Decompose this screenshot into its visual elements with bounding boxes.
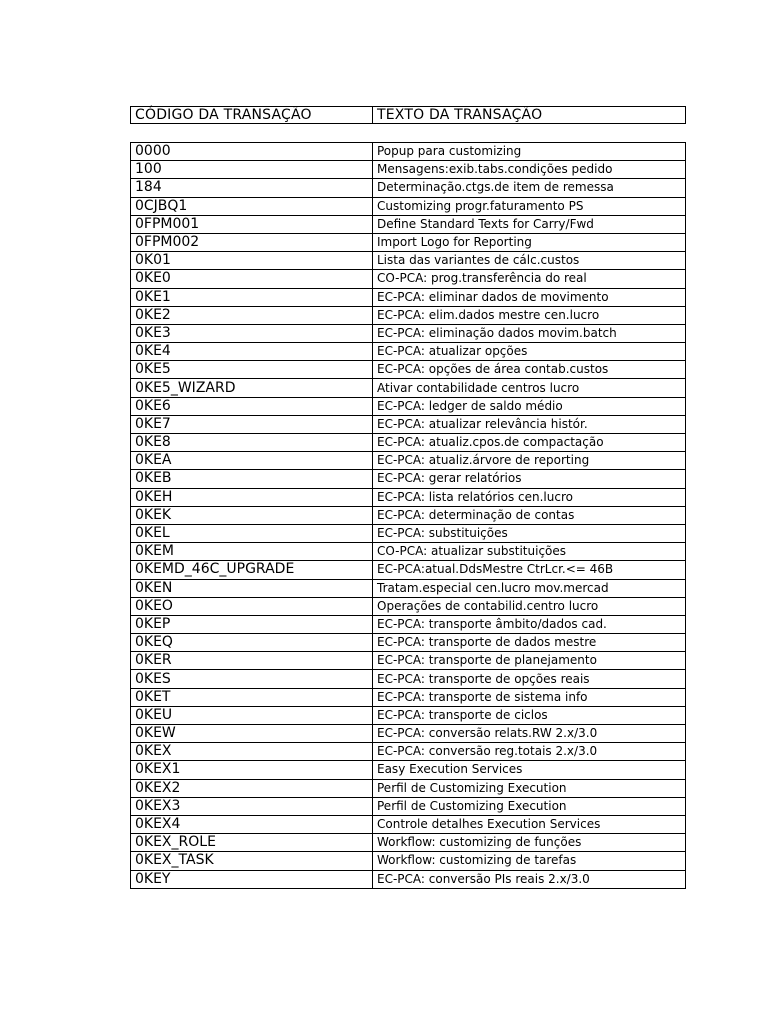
table-row (131, 379, 686, 397)
transaction-code: 0KEX_TASK (131, 852, 373, 870)
transaction-code: 0KEX2 (131, 779, 373, 797)
transaction-text: Workflow: customizing de funções (373, 834, 686, 852)
transaction-code: 0KE5_WIZARD (131, 379, 373, 397)
transaction-text: Lista das variantes de cálc.custos (373, 252, 686, 270)
transaction-text: EC-PCA: atualizar opções (373, 343, 686, 361)
table-row (131, 161, 686, 179)
transaction-text: EC-PCA: elim.dados mestre cen.lucro (373, 306, 686, 324)
transaction-code: 0KET (131, 688, 373, 706)
table-row (131, 288, 686, 306)
table-row (131, 197, 686, 215)
table-row (131, 561, 686, 579)
transaction-code: 0KEB (131, 470, 373, 488)
table-row (131, 179, 686, 197)
transaction-text: EC-PCA: eliminar dados de movimento (373, 288, 686, 306)
transaction-code: 0000 (131, 143, 373, 161)
transaction-code: 0KES (131, 670, 373, 688)
transaction-code: 0CJBQ1 (131, 197, 373, 215)
transaction-code: 0KE1 (131, 288, 373, 306)
transaction-code: 100 (131, 161, 373, 179)
table-row (131, 834, 686, 852)
transaction-text: EC-PCA: atualiz.cpos.de compactação (373, 434, 686, 452)
transaction-text: EC-PCA: atualizar relevância histór. (373, 415, 686, 433)
table-row (131, 870, 686, 888)
transaction-text: CO-PCA: atualizar substituições (373, 543, 686, 561)
transaction-text: EC-PCA: eliminação dados movim.batch (373, 324, 686, 342)
transaction-code: 0KEN (131, 579, 373, 597)
transaction-text: EC-PCA: determinação de contas (373, 506, 686, 524)
transaction-text: Import Logo for Reporting (373, 233, 686, 251)
transaction-text: EC-PCA: transporte de opções reais (373, 670, 686, 688)
transaction-code: 0KE5 (131, 361, 373, 379)
transaction-table-body (131, 143, 686, 889)
table-row (131, 524, 686, 542)
table-row (131, 270, 686, 288)
transaction-code: 0KEMD_46C_UPGRADE (131, 561, 373, 579)
transaction-code: 0KEU (131, 706, 373, 724)
table-row (131, 615, 686, 633)
table-header (130, 106, 686, 124)
transaction-code: 0KEX4 (131, 815, 373, 833)
table-row (131, 815, 686, 833)
table-row (131, 797, 686, 815)
transaction-text: EC-PCA: opções de área contab.custos (373, 361, 686, 379)
table-row (131, 725, 686, 743)
transaction-text: EC-PCA: transporte âmbito/dados cad. (373, 615, 686, 633)
transaction-code: 0KEY (131, 870, 373, 888)
table-row (131, 634, 686, 652)
table-row (131, 252, 686, 270)
transaction-code: 0KE4 (131, 343, 373, 361)
table-row (131, 143, 686, 161)
transaction-text: Popup para customizing (373, 143, 686, 161)
transaction-text: EC-PCA: transporte de ciclos (373, 706, 686, 724)
table-row (131, 434, 686, 452)
transaction-code: 0KEO (131, 597, 373, 615)
header-text-column: TEXTO DA TRANSAÇÃO (377, 107, 543, 123)
transaction-code: 0FPM002 (131, 233, 373, 251)
transaction-text: Tratam.especial cen.lucro mov.mercad (373, 579, 686, 597)
table-row (131, 579, 686, 597)
transaction-code: 0KE8 (131, 434, 373, 452)
transaction-text: EC-PCA: transporte de planejamento (373, 652, 686, 670)
transaction-code: 0KEX_ROLE (131, 834, 373, 852)
transaction-text: Mensagens:exib.tabs.condições pedido (373, 161, 686, 179)
transaction-text: Determinação.ctgs.de item de remessa (373, 179, 686, 197)
transaction-text: EC-PCA: substituições (373, 524, 686, 542)
transaction-code: 0FPM001 (131, 215, 373, 233)
transaction-code: 0K01 (131, 252, 373, 270)
transaction-code: 0KER (131, 652, 373, 670)
transaction-text: EC-PCA: gerar relatórios (373, 470, 686, 488)
table-row (131, 743, 686, 761)
transaction-code: 0KE7 (131, 415, 373, 433)
table-row (131, 852, 686, 870)
transaction-text: CO-PCA: prog.transferência do real (373, 270, 686, 288)
table-row (131, 652, 686, 670)
transaction-text: Perfil de Customizing Execution (373, 797, 686, 815)
transaction-text: EC-PCA: lista relatórios cen.lucro (373, 488, 686, 506)
transaction-code: 0KEQ (131, 634, 373, 652)
header-code-column: CÓDIGO DA TRANSAÇÃO (131, 107, 373, 123)
transaction-text: Easy Execution Services (373, 761, 686, 779)
table-row (131, 488, 686, 506)
table-row (131, 233, 686, 251)
table-row (131, 779, 686, 797)
transaction-code: 0KE3 (131, 324, 373, 342)
transaction-code: 0KE0 (131, 270, 373, 288)
transaction-table (130, 142, 686, 889)
table-row (131, 415, 686, 433)
transaction-code: 0KEA (131, 452, 373, 470)
transaction-text: Customizing progr.faturamento PS (373, 197, 686, 215)
transaction-code: 0KEW (131, 725, 373, 743)
transaction-text: EC-PCA: conversão relats.RW 2.x/3.0 (373, 725, 686, 743)
transaction-code: 0KEX3 (131, 797, 373, 815)
transaction-code: 0KE6 (131, 397, 373, 415)
transaction-text: EC-PCA: conversão reg.totais 2.x/3.0 (373, 743, 686, 761)
table-row (131, 670, 686, 688)
transaction-text: EC-PCA: ledger de saldo médio (373, 397, 686, 415)
transaction-text: Ativar contabilidade centros lucro (373, 379, 686, 397)
transaction-text: EC-PCA: conversão PIs reais 2.x/3.0 (373, 870, 686, 888)
transaction-code: 0KEX1 (131, 761, 373, 779)
table-row (131, 306, 686, 324)
transaction-text: EC-PCA: transporte de dados mestre (373, 634, 686, 652)
transaction-text: Controle detalhes Execution Services (373, 815, 686, 833)
transaction-code: 0KEX (131, 743, 373, 761)
transaction-code: 0KEH (131, 488, 373, 506)
table-row (131, 361, 686, 379)
table-row (131, 761, 686, 779)
transaction-text: EC-PCA: atualiz.árvore de reporting (373, 452, 686, 470)
transaction-text: EC-PCA:atual.DdsMestre CtrLcr.<= 46B (373, 561, 686, 579)
transaction-text: Workflow: customizing de tarefas (373, 852, 686, 870)
transaction-code: 0KEM (131, 543, 373, 561)
transaction-code: 0KEK (131, 506, 373, 524)
transaction-text: Define Standard Texts for Carry/Fwd (373, 215, 686, 233)
transaction-text: Perfil de Customizing Execution (373, 779, 686, 797)
table-row (131, 215, 686, 233)
transaction-code: 0KE2 (131, 306, 373, 324)
table-row (131, 597, 686, 615)
table-row (131, 506, 686, 524)
table-row (131, 397, 686, 415)
table-row (131, 343, 686, 361)
table-row (131, 688, 686, 706)
transaction-text: EC-PCA: transporte de sistema info (373, 688, 686, 706)
table-row (131, 324, 686, 342)
transaction-code: 0KEL (131, 524, 373, 542)
table-row (131, 706, 686, 724)
table-row (131, 452, 686, 470)
transaction-code: 184 (131, 179, 373, 197)
transaction-text: Operações de contabilid.centro lucro (373, 597, 686, 615)
transaction-code: 0KEP (131, 615, 373, 633)
table-row (131, 470, 686, 488)
table-row (131, 543, 686, 561)
